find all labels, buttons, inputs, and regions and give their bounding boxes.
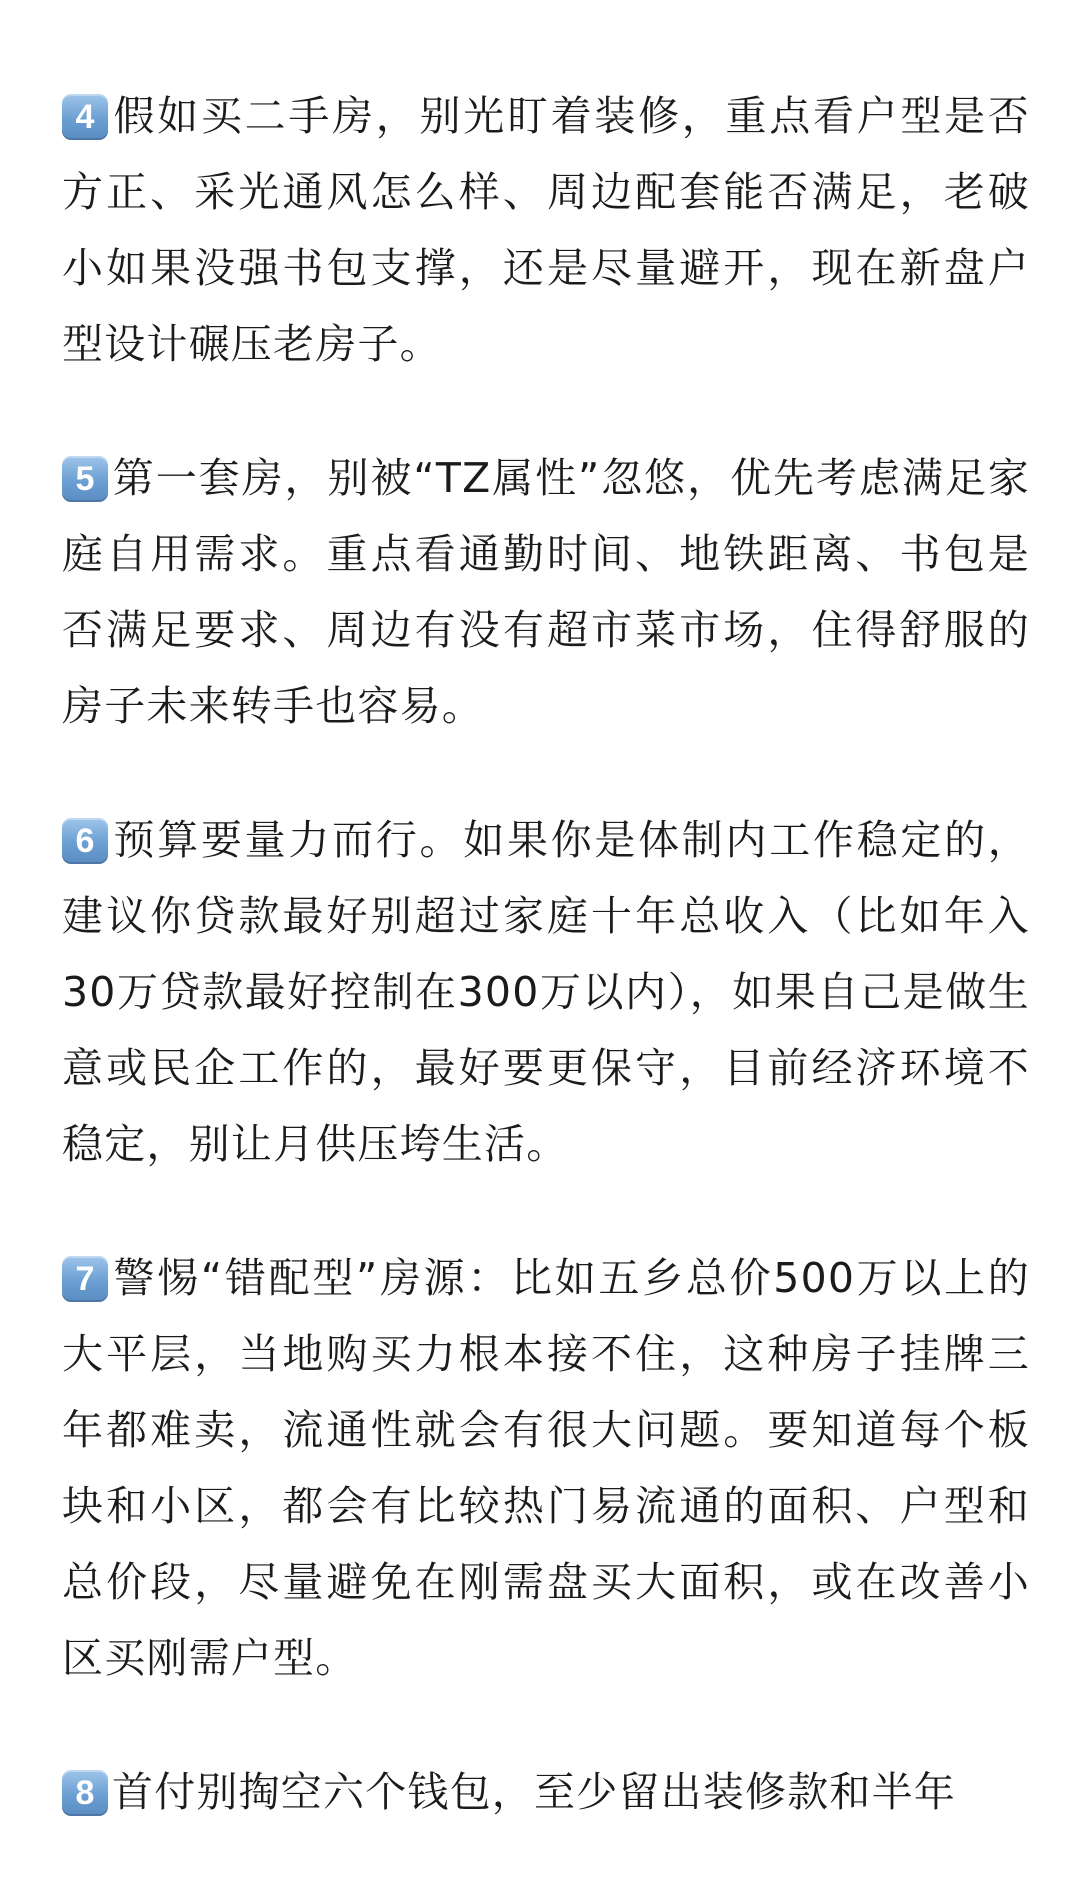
keycap-6-icon: 6 — [62, 818, 108, 864]
keycap-4-icon: 4 — [62, 94, 108, 140]
paragraph-7 — [62, 1240, 1030, 1696]
keycap-7-icon: 7 — [62, 1256, 108, 1302]
paragraph-6-text: 预算要量力而行。如果你是体制内工作稳定的，建议你贷款最好别超过家庭十年总收入（比如年入30万贷款最好控制在300万以内），如果自己是做生意或民企工作的，最好要更保守，目前经济环境不稳定，别让月供压垮生活。 — [62, 816, 1030, 1168]
paragraph-5 — [62, 440, 1030, 744]
paragraph-7-text: 警惕“错配型”房源：比如五乡总价500万以上的大平层，当地购买力根本接不住，这种房子挂牌三年都难卖，流通性就会有很大问题。要知道每个板块和小区，都会有比较热门易流通的面积、户型和总价段，尽量避免在刚需盘买大面积，或在改善小区买刚需户型。 — [62, 1254, 1030, 1682]
paragraph-5-text: 第一套房，别被“TZ属性”忽悠，优先考虑满足家庭自用需求。重点看通勤时间、地铁距离、书包是否满足要求、周边有没有超市菜市场，住得舒服的房子未来转手也容易。 — [62, 454, 1030, 730]
keycap-8-icon: 8 — [62, 1770, 108, 1816]
paragraph-8-text: 首付别掏空六个钱包，至少留出装修款和半年 — [112, 1768, 956, 1816]
paragraph-4 — [62, 78, 1030, 382]
paragraph-4-text: 假如买二手房，别光盯着装修，重点看户型是否方正、采光通风怎么样、周边配套能否满足，老破小如果没强书包支撑，还是尽量避开，现在新盘户型设计碾压老房子。 — [62, 92, 1030, 368]
keycap-5-icon: 5 — [62, 456, 108, 502]
article-body — [62, 78, 1030, 1888]
paragraph-8 — [62, 1754, 1030, 1830]
paragraph-6 — [62, 802, 1030, 1182]
